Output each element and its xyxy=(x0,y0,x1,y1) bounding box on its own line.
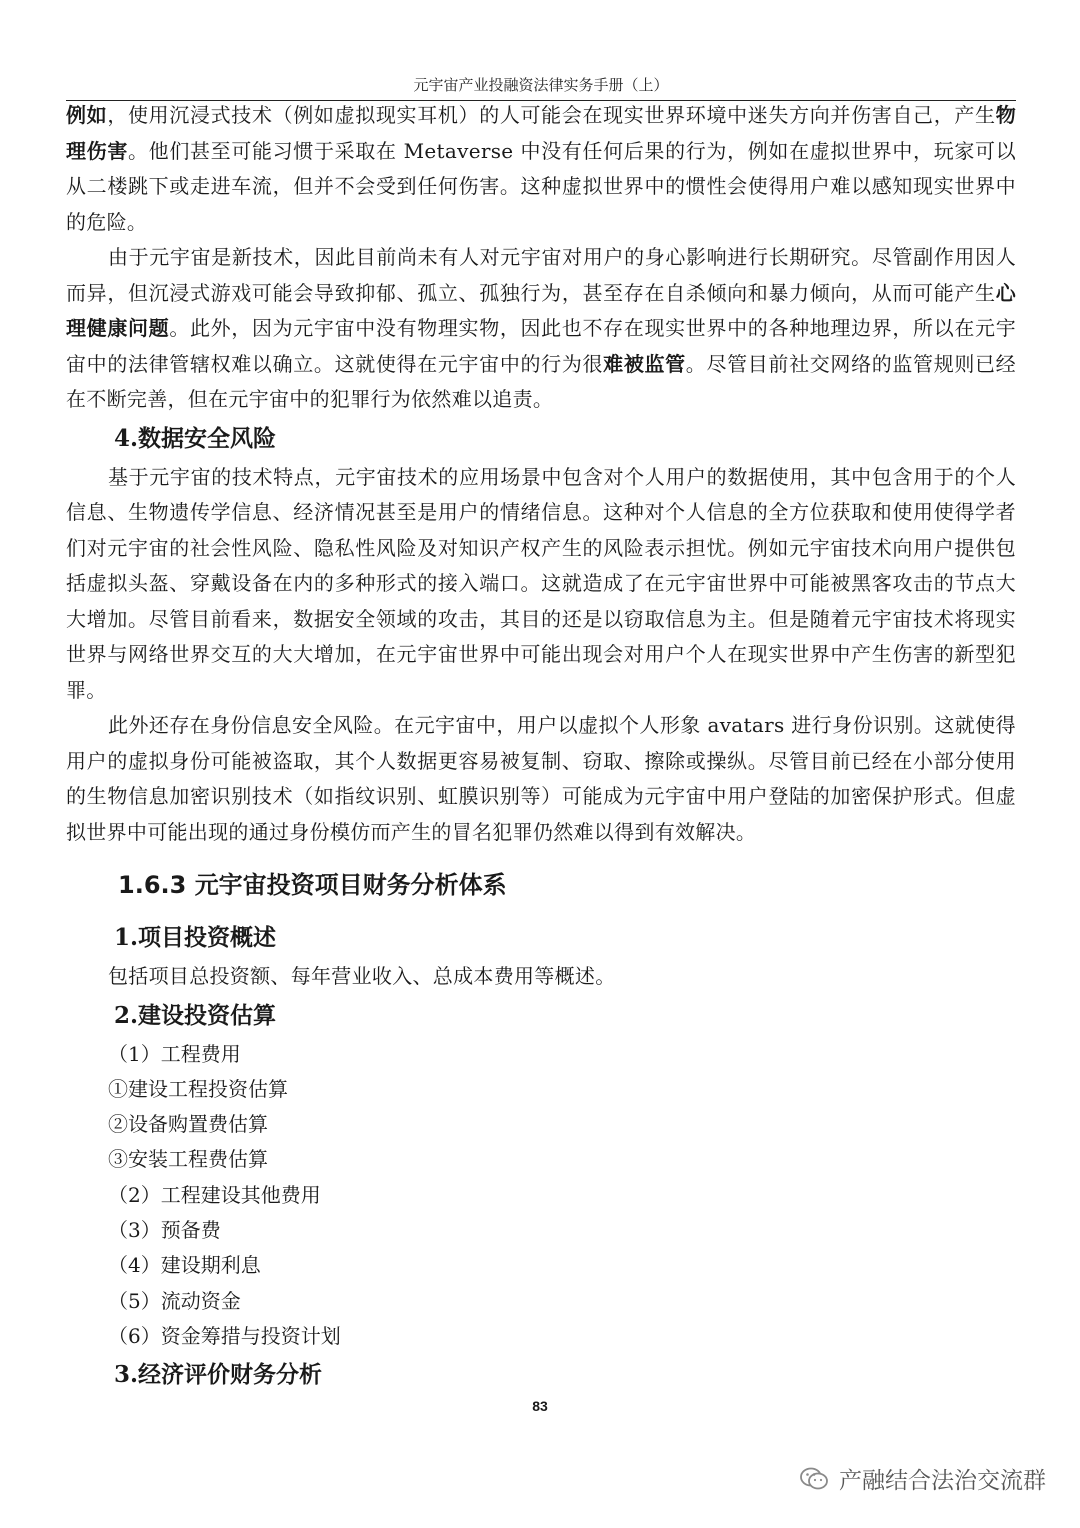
list-item: （5）流动资金 xyxy=(108,1288,241,1313)
list-item: （6）资金筹措与投资计划 xyxy=(108,1323,341,1348)
watermark-text: 产融结合法治交流群 xyxy=(839,1468,1046,1494)
bold-term: 物理伤害 xyxy=(66,103,1016,163)
bold-term: 难被监管 xyxy=(603,351,686,376)
heading-data-security: 4.数据安全风险 xyxy=(114,424,277,452)
list-item: （2）工程建设其他费用 xyxy=(108,1182,321,1207)
heading-economic-evaluation: 3.经济评价财务分析 xyxy=(114,1361,323,1389)
paragraph-overview: 包括项目总投资额、每年营业收入、总成本费用等概述。 xyxy=(108,964,616,988)
estimate-list xyxy=(66,1037,1016,1355)
page-number: 83 xyxy=(532,1398,548,1414)
bold-term: 例如 xyxy=(66,103,108,127)
list-item: （3）预备费 xyxy=(108,1217,221,1242)
list-item: ③安装工程费估算 xyxy=(108,1147,268,1172)
bold-term: 心理健康问题 xyxy=(66,280,1016,340)
list-item: （1）工程费用 xyxy=(108,1041,241,1066)
wechat-icon xyxy=(799,1466,829,1492)
heading-construction-estimate: 2.建设投资估算 xyxy=(114,1001,277,1029)
heading-project-overview: 1.项目投资概述 xyxy=(114,924,277,951)
paragraph-physical-harm: 例如，使用沉浸式技术（例如虚拟现实耳机）的人可能会在现实世界环境中迷失方向并伤害自己，产生物理伤害。他们甚至可能习惯于采取在 Metaverse 中没有任何后果的行为，例如在虚拟世界中，玩家可以从二楼跳下或走进车流，但并不会受到任何伤害。这种虚拟世界中的惯性会使得用户难以感知现实世界中的危险。 xyxy=(66,103,1016,234)
paragraph-data-security: 基于元宇宙的技术特点，元宇宙技术的应用场景中包含对个人用户的数据使用，其中包含用于的个人信息、生物遗传学信息、经济情况甚至是用户的情绪信息。这种对个人信息的全方位获取和使用使得学者们对元宇宙的社会性风险、隐私性风险及对知识产权产生的风险表示担忧。例如元宇宙技术向用户提供包括虚拟头盔、穿戴设备在内的多种形式的接入端口。这就造成了在元宇宙世界中可能被黑客攻击的节点大大增加。尽管目前看来，数据安全领域的攻击，其目的还是以窃取信息为主。但是随着元宇宙技术将现实世界与网络世界交互的大大增加，在元宇宙世界中可能出现会对用户个人在现实世界中产生伤害的新型犯罪。 xyxy=(66,464,1016,702)
list-item: ②设备购置费估算 xyxy=(108,1112,268,1137)
page-body xyxy=(66,98,1016,1396)
paragraph-identity-security: 此外还存在身份信息安全风险。在元宇宙中，用户以虚拟个人形象 avatars 进行身份识别。这就使得用户的虚拟身份可能被盗取，其个人数据更容易被复制、窃取、擦除或操纵。尽管目前已经在小部分使用的生物信息加密识别技术（如指纹识别、虹膜识别等）可能成为元宇宙中用户登陆的加密保护形式。但虚拟世界中可能出现的通过身份模仿而产生的冒名犯罪仍然难以得到有效解决。 xyxy=(66,713,1016,844)
running-header: 元宇宙产业投融资法律实务手册（上） xyxy=(413,76,669,94)
watermark xyxy=(799,1462,1046,1495)
section-heading-financial-analysis: 1.6.3 元宇宙投资项目财务分析体系 xyxy=(118,871,507,899)
paragraph-mental-health: 由于元宇宙是新技术，因此目前尚未有人对元宇宙对用户的身心影响进行长期研究。尽管副作用因人而异，但沉浸式游戏可能会导致抑郁、孤立、孤独行为，甚至存在自杀倾向和暴力倾向，从而可能产生心理健康问题。此外，因为元宇宙中没有物理实物，因此也不存在现实世界中的各种地理边界，所以在元宇宙中的法律管辖权难以确立。这就使得在元宇宙中的行为很难被监管。尽管目前社交网络的监管规则已经在不断完善，但在元宇宙中的犯罪行为依然难以追责。 xyxy=(66,245,1017,411)
list-item: ①建设工程投资估算 xyxy=(108,1076,288,1101)
list-item: （4）建设期利息 xyxy=(108,1253,261,1278)
